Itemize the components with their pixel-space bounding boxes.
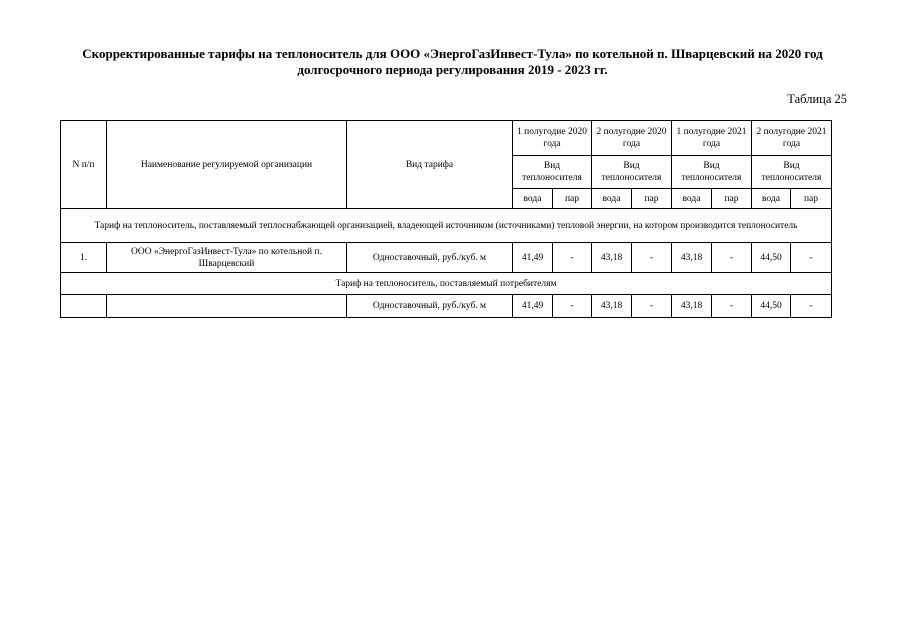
cell-value: - bbox=[632, 295, 672, 318]
title-line-1: Скорректированные тарифы на теплоноситель для ООО «ЭнергоГазИнвест-Тула» по котельной п. Шварцевский на 2020 год bbox=[82, 46, 823, 61]
section-row bbox=[61, 273, 832, 295]
cell-value: 43,18 bbox=[672, 295, 712, 318]
header-water: вода bbox=[592, 189, 632, 209]
cell-value: - bbox=[632, 243, 672, 273]
header-water: вода bbox=[672, 189, 712, 209]
cell-num bbox=[61, 295, 107, 318]
header-row-periods bbox=[61, 121, 832, 156]
cell-value: - bbox=[553, 295, 592, 318]
header-num: N п/п bbox=[61, 121, 107, 209]
header-water: вода bbox=[513, 189, 553, 209]
cell-value: - bbox=[553, 243, 592, 273]
header-steam: пар bbox=[553, 189, 592, 209]
cell-value: - bbox=[712, 295, 752, 318]
cell-value: 43,18 bbox=[592, 295, 632, 318]
cell-tariff: Одноставочный, руб./куб. м bbox=[347, 295, 513, 318]
section-heading-consumers: Тариф на теплоноситель, поставляемый потребителям bbox=[61, 273, 832, 295]
cell-tariff: Одноставочный, руб./куб. м bbox=[347, 243, 513, 273]
header-org: Наименование регулируемой организации bbox=[107, 121, 347, 209]
cell-value: 44,50 bbox=[752, 243, 791, 273]
title-line-2: долгосрочного периода регулирования 2019 - 2023 гг. bbox=[297, 62, 608, 77]
cell-num: 1. bbox=[61, 243, 107, 273]
table-number: Таблица 25 bbox=[787, 92, 847, 106]
cell-value: 41,49 bbox=[513, 295, 553, 318]
cell-value: 43,18 bbox=[592, 243, 632, 273]
table-row bbox=[61, 243, 832, 273]
cell-value: 43,18 bbox=[672, 243, 712, 273]
cell-value: - bbox=[712, 243, 752, 273]
cell-value: 41,49 bbox=[513, 243, 553, 273]
header-period: 1 полугодие 2020 года bbox=[513, 121, 592, 156]
cell-org bbox=[107, 295, 347, 318]
section-row bbox=[61, 209, 832, 243]
header-period: 2 полугодие 2021 года bbox=[752, 121, 832, 156]
table-row bbox=[61, 295, 832, 318]
header-carrier-type: Вид теплоносителя bbox=[513, 156, 592, 189]
header-carrier-type: Вид теплоносителя bbox=[592, 156, 672, 189]
header-period: 2 полугодие 2020 года bbox=[592, 121, 672, 156]
header-tariff-type: Вид тарифа bbox=[347, 121, 513, 209]
cell-value: 44,50 bbox=[752, 295, 791, 318]
header-carrier-type: Вид теплоносителя bbox=[752, 156, 832, 189]
header-steam: пар bbox=[712, 189, 752, 209]
header-carrier-type: Вид теплоносителя bbox=[672, 156, 752, 189]
cell-org: ООО «ЭнергоГазИнвест-Тула» по котельной п. Шварцевский bbox=[107, 243, 347, 273]
cell-value: - bbox=[791, 243, 832, 273]
cell-value: - bbox=[791, 295, 832, 318]
tariff-table bbox=[60, 120, 832, 318]
header-period: 1 полугодие 2021 года bbox=[672, 121, 752, 156]
document-title bbox=[60, 46, 845, 78]
section-heading-supplier: Тариф на теплоноситель, поставляемый теплоснабжающей организацией, владеющей источником (источниками) тепловой энергии, на котором производится теплоноситель bbox=[61, 209, 832, 243]
header-steam: пар bbox=[791, 189, 832, 209]
header-water: вода bbox=[752, 189, 791, 209]
header-steam: пар bbox=[632, 189, 672, 209]
